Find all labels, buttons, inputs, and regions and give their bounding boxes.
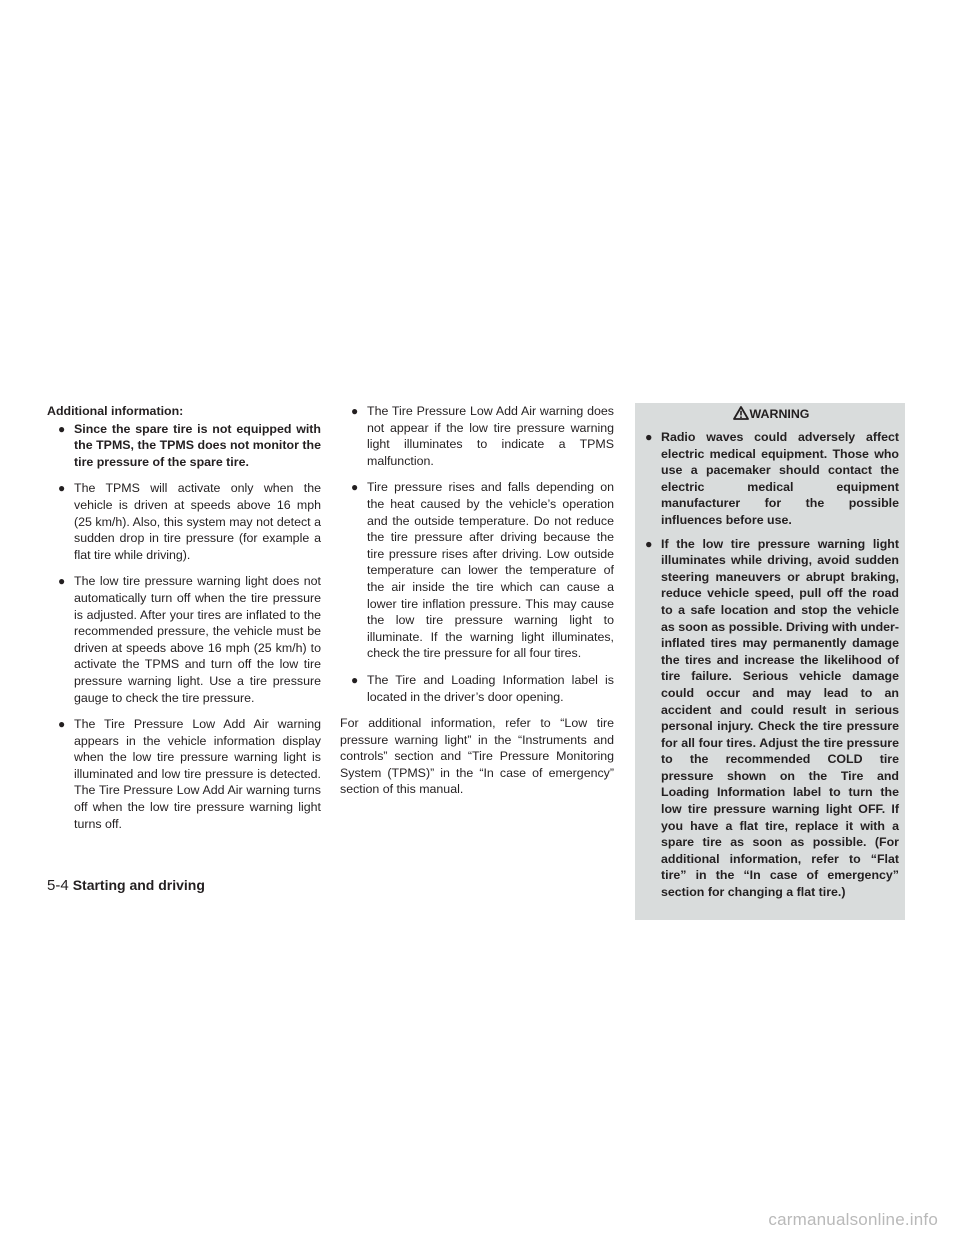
bullet-icon: ● [351, 404, 359, 418]
warning-title: WARNING [749, 407, 810, 421]
bullet-icon: ● [58, 421, 66, 436]
warning-item-text: If the low tire pressure warning light illuminates while driving, avoid sudden steering maneuvers or abrupt braking, reduce vehicle speed, pull off the road to a safe location and stop the vehicle as soon as possible. Driving with under-inflated tires may permanently damage the tires and increase the likelihood of tire failure. Serious vehicle damage could occur and may lead to an accident and could result in serious personal injury. Check the tire pressure for all four tires. Adjust the tire pressure to the recommended COLD tire pressure shown on the Tire and Loading Information label to turn the low tire pressure warning light OFF. If you have a flat tire, replace it with a spare tire as soon as possible. (For additional information, refer to “Flat tire” in the “In case of emergency” section for changing a flat tire.) [661, 536, 899, 900]
watermark: carmanualsonline.info [768, 1210, 938, 1229]
list-item-text: The Tire Pressure Low Add Air warning appears in the vehicle information display when the low tire pressure warning light is illuminated and low tire pressure is detected. The Tire Pressure Low Add Air warning turns off when the low tire pressure warning light turns off. [74, 717, 321, 831]
warning-header [643, 403, 899, 425]
bullet-icon: ● [645, 536, 653, 551]
page-footer [47, 876, 205, 895]
warning-item [643, 536, 899, 901]
list-item-text: The low tire pressure warning light does not automatically turn off when the tire pressure is adjusted. After your tires are inflated to the recommended pressure, the vehicle must be driven at speeds above 16 mph (25 km/h) to activate the TPMS and turn off the low tire pressure warning light. Use a tire pressure gauge to check the tire pressure. [74, 574, 321, 705]
section-heading: Additional information: [47, 404, 184, 418]
warning-item-text: Radio waves could adversely affect electric medical equipment. Those who use a pacemaker should contact the electric medical equipment manufacturer for the possible influences before use. [661, 430, 899, 527]
list-item [47, 573, 321, 706]
column-right [635, 403, 905, 920]
reference-paragraph: For additional information, refer to “Low tire pressure warning light” in the “Instruments and controls” section and “Tire Pressure Monitoring System (TPMS)” in the “In case of emergency” section of this manual. [340, 716, 614, 797]
section-title: Starting and driving [72, 877, 205, 893]
bullet-icon: ● [58, 574, 66, 589]
list-item [340, 403, 614, 469]
list-item-text: The Tire and Loading Information label is located in the driver’s door opening. [367, 672, 614, 704]
list-item [47, 716, 321, 832]
list-item [47, 480, 321, 563]
bullet-icon: ● [645, 430, 653, 444]
bullet-icon: ● [351, 672, 359, 687]
list-item [47, 421, 321, 471]
warning-item [643, 429, 899, 529]
list-item-text: The TPMS will activate only when the vehicle is driven at speeds above 16 mph (25 km/h). Also, this system may not detect a sudden drop in tire pressure (for example a flat tire while driving). [74, 481, 321, 562]
list-item-text: The Tire Pressure Low Add Air warning does not appear if the low tire pressure warning light illuminates to indicate a TPMS malfunction. [367, 404, 614, 468]
bullet-icon: ● [58, 481, 66, 496]
list-item [340, 479, 614, 662]
page-number: 5-4 [47, 877, 69, 894]
bullet-icon: ● [58, 717, 66, 732]
list-item [340, 672, 614, 705]
column-middle [340, 403, 614, 798]
bullet-icon: ● [351, 480, 359, 495]
warning-triangle-icon [733, 406, 749, 420]
list-item-text: Tire pressure rises and falls depending on the heat caused by the vehicle’s operation and the outside temperature. Do not reduce the tire pressure after driving because the tire pressure rises after driving. Low outside temperature can lower the temperature of the air inside the tire which can cause a lower tire inflation pressure. This may cause the low tire pressure warning light to illuminate. If the warning light illuminates, check the tire pressure for all four tires. [367, 480, 614, 661]
warning-box [635, 403, 905, 920]
column-left [47, 403, 321, 842]
list-item-text: Since the spare tire is not equipped with the TPMS, the TPMS does not monitor the tire pressure of the spare tire. [74, 421, 321, 469]
